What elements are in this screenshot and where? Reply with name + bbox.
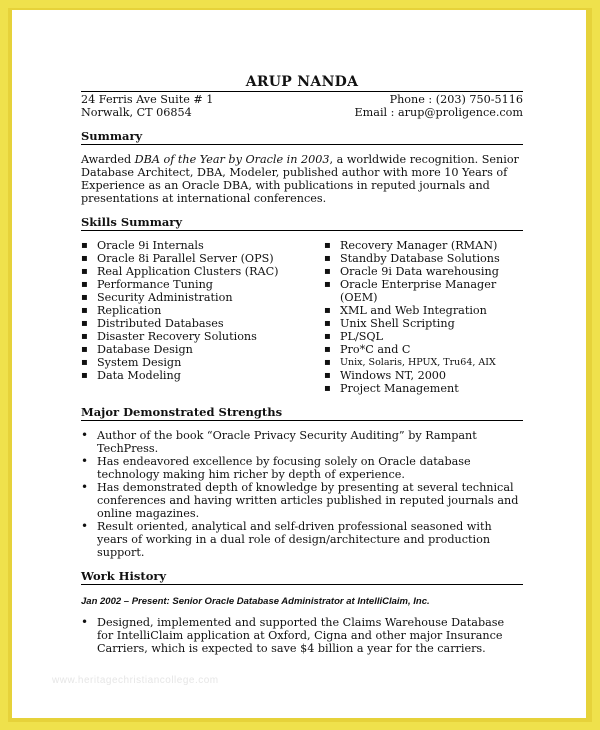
summary-award: DBA of the Year by Oracle in 2003	[134, 153, 330, 166]
contact-row-2	[81, 106, 523, 119]
summary-text-end: , a worldwide recognition. Senior Database Architect, DBA, Modeler, published author with more 10 Years of Experience as an Oracle DBA, with publications in reputed journals and presentations at international conferences.	[81, 153, 519, 205]
work-heading: Work History	[81, 570, 523, 585]
resume-name: ARUP NANDA	[245, 74, 359, 90]
strengths-list	[81, 429, 523, 559]
skill-item: ▪ Oracle 8i Parallel Server (OPS)	[81, 252, 324, 265]
strengths-heading: Major Demonstrated Strengths	[81, 406, 523, 421]
skill-item: ▪ Pro*C and C	[324, 343, 523, 356]
skill-item: ▪ Real Application Clusters (RAC)	[81, 265, 324, 278]
skills-column-right	[324, 239, 523, 395]
skill-item: ▪ Oracle 9i Data warehousing	[324, 265, 523, 278]
strength-item: • Has demonstrated depth of knowledge by presenting at several technical conferences and having written articles published in reputed journals and online magazines.	[81, 481, 523, 520]
address-line1: 24 Ferris Ave Suite # 1	[81, 93, 214, 106]
skill-item: ▪ Project Management	[324, 382, 523, 395]
skill-item: ▪ Oracle Enterprise Manager (OEM)	[324, 278, 523, 304]
contact-row-1	[81, 91, 523, 106]
skill-item: ▪ Oracle 9i Internals	[81, 239, 324, 252]
skill-item: ▪ Replication	[81, 304, 324, 317]
skills-column-left	[81, 239, 324, 395]
email-address: Email : arup@proligence.com	[354, 106, 523, 119]
address-line2: Norwalk, CT 06854	[81, 106, 192, 119]
summary-heading: Summary	[81, 130, 523, 145]
phone-number: Phone : (203) 750-5116	[389, 93, 523, 106]
work-item: • Designed, implemented and supported the Claims Warehouse Database for IntelliClaim application at Oxford, Cigna and other major Insurance Carriers, which is expected to save $4 billion a year for the carriers.	[81, 616, 523, 655]
strength-item: • Result oriented, analytical and self-driven professional seasoned with years of working in a dual role of design/architecture and production support.	[81, 520, 523, 559]
job-title: Jan 2002 – Present: Senior Oracle Database Administrator at IntelliClaim, Inc.	[81, 596, 430, 607]
resume-content	[81, 76, 523, 655]
skill-item: ▪ Unix, Solaris, HPUX, Tru64, AIX	[324, 356, 523, 369]
skills-heading: Skills Summary	[81, 216, 523, 231]
strength-item: • Author of the book “Oracle Privacy Security Auditing” by Rampant TechPress.	[81, 429, 523, 455]
summary-text-start: Awarded	[81, 153, 135, 166]
skill-item: ▪ Security Administration	[81, 291, 324, 304]
skill-item: ▪ Recovery Manager (RMAN)	[324, 239, 523, 252]
skill-item: ▪ Disaster Recovery Solutions	[81, 330, 324, 343]
summary-text	[81, 153, 523, 205]
skill-item: ▪ Standby Database Solutions	[324, 252, 523, 265]
skills-list	[81, 239, 523, 395]
skill-item: ▪ PL/SQL	[324, 330, 523, 343]
skill-item: ▪ Database Design	[81, 343, 324, 356]
strength-item: • Has endeavored excellence by focusing solely on Oracle database technology making him richer by depth of experience.	[81, 455, 523, 481]
work-list	[81, 616, 523, 655]
skill-item: ▪ Performance Tuning	[81, 278, 324, 291]
skill-item: ▪ Windows NT, 2000	[324, 369, 523, 382]
skill-item: ▪ Distributed Databases	[81, 317, 324, 330]
skill-item: ▪ XML and Web Integration	[324, 304, 523, 317]
skill-item: ▪ Data Modeling	[81, 369, 324, 382]
resume-page	[12, 10, 586, 718]
watermark-text: www.heritagechristiancollege.com	[52, 675, 219, 686]
skill-item: ▪ Unix Shell Scripting	[324, 317, 523, 330]
skill-item: ▪ System Design	[81, 356, 324, 369]
